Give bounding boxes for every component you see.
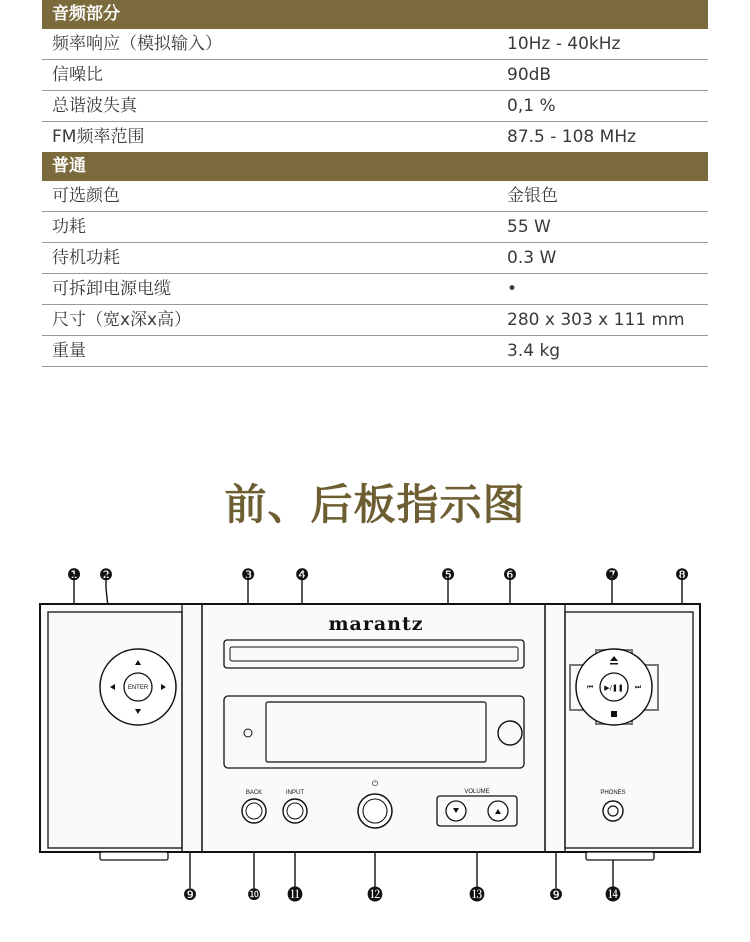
brand-logo: marantz [328, 613, 424, 635]
spec-row [42, 212, 708, 243]
callout-12: ⓬ [366, 885, 384, 904]
front-panel-diagram [0, 560, 750, 942]
spec-value: 280 x 303 x 111 mm [507, 310, 685, 330]
previous-icon: ⏮ [586, 683, 594, 691]
spec-value: 90dB [507, 65, 552, 85]
spec-section-audio [42, 0, 708, 152]
spec-row [42, 122, 708, 152]
back-button[interactable] [242, 799, 266, 823]
spec-value: 10Hz - 40kHz [507, 34, 621, 54]
callout-3: ❸ [240, 565, 256, 584]
spec-label: 可选颜色 [52, 186, 120, 206]
spec-value: 金银色 [507, 186, 558, 206]
spec-table [42, 0, 708, 367]
spec-value: 3.4 kg [507, 341, 561, 361]
section-heading: 普通 [42, 152, 708, 181]
spec-value: • [507, 279, 518, 299]
spec-row [42, 91, 708, 122]
spec-label: FM频率范围 [52, 127, 145, 147]
callout-6: ❻ [502, 565, 518, 584]
spec-value: 87.5 - 108 MHz [507, 127, 637, 147]
volume-down-button[interactable] [446, 801, 466, 821]
spec-row [42, 60, 708, 91]
spec-row [42, 181, 708, 212]
volume-label: VOLUME [464, 789, 490, 795]
phones-label: PHONES [600, 790, 626, 796]
enter-navigation-wheel[interactable] [100, 649, 176, 725]
transport-wheel[interactable] [576, 649, 652, 725]
callout-11: ⓫ [286, 885, 304, 904]
spec-label: 功耗 [52, 217, 86, 237]
enter-label: ENTER [127, 685, 149, 691]
spec-label: 频率响应（模拟输入） [52, 34, 222, 54]
spec-value: 0.3 W [507, 248, 557, 268]
callout-4: ❹ [294, 565, 310, 584]
back-label: BACK [245, 790, 263, 796]
spec-label: 总谐波失真 [52, 96, 137, 116]
input-label: INPUT [286, 790, 304, 796]
callout-1: ❶ [66, 565, 82, 584]
stop-icon [611, 711, 617, 717]
callout-14: ⓮ [604, 885, 622, 904]
headphone-jack[interactable] [603, 801, 623, 821]
spec-label: 尺寸（宽x深x高） [52, 310, 192, 330]
callout-2: ❷ [98, 565, 114, 584]
callout-8: ❽ [674, 565, 690, 584]
spec-value: 0,1 % [507, 96, 556, 116]
callout-13: ⓭ [468, 885, 486, 904]
callout-7: ❼ [604, 565, 620, 584]
spec-label: 信噪比 [52, 65, 103, 85]
spec-label: 重量 [52, 341, 86, 361]
section-heading: 音频部分 [42, 0, 708, 29]
play-pause-icon: ▶/❚❚ [604, 684, 624, 692]
spec-row [42, 243, 708, 274]
panel-diagram-title: 前、后板指示图 [224, 480, 526, 529]
power-button[interactable] [358, 794, 392, 828]
spec-section-general [42, 152, 708, 367]
callout-9-right: ❾ [548, 885, 564, 904]
spec-label: 待机功耗 [52, 248, 120, 268]
spec-row [42, 29, 708, 60]
input-button[interactable] [283, 799, 307, 823]
power-icon: ⏻ [371, 779, 379, 788]
spec-value: 55 W [507, 217, 551, 237]
spec-row [42, 336, 708, 367]
callout-9-left: ❾ [182, 885, 198, 904]
callout-5: ❺ [440, 565, 456, 584]
spec-row [42, 305, 708, 336]
callout-10: ❿ [246, 885, 262, 904]
next-icon: ⏭ [634, 683, 642, 691]
spec-label: 可拆卸电源电缆 [52, 279, 171, 299]
volume-up-button[interactable] [488, 801, 508, 821]
spec-row [42, 274, 708, 305]
